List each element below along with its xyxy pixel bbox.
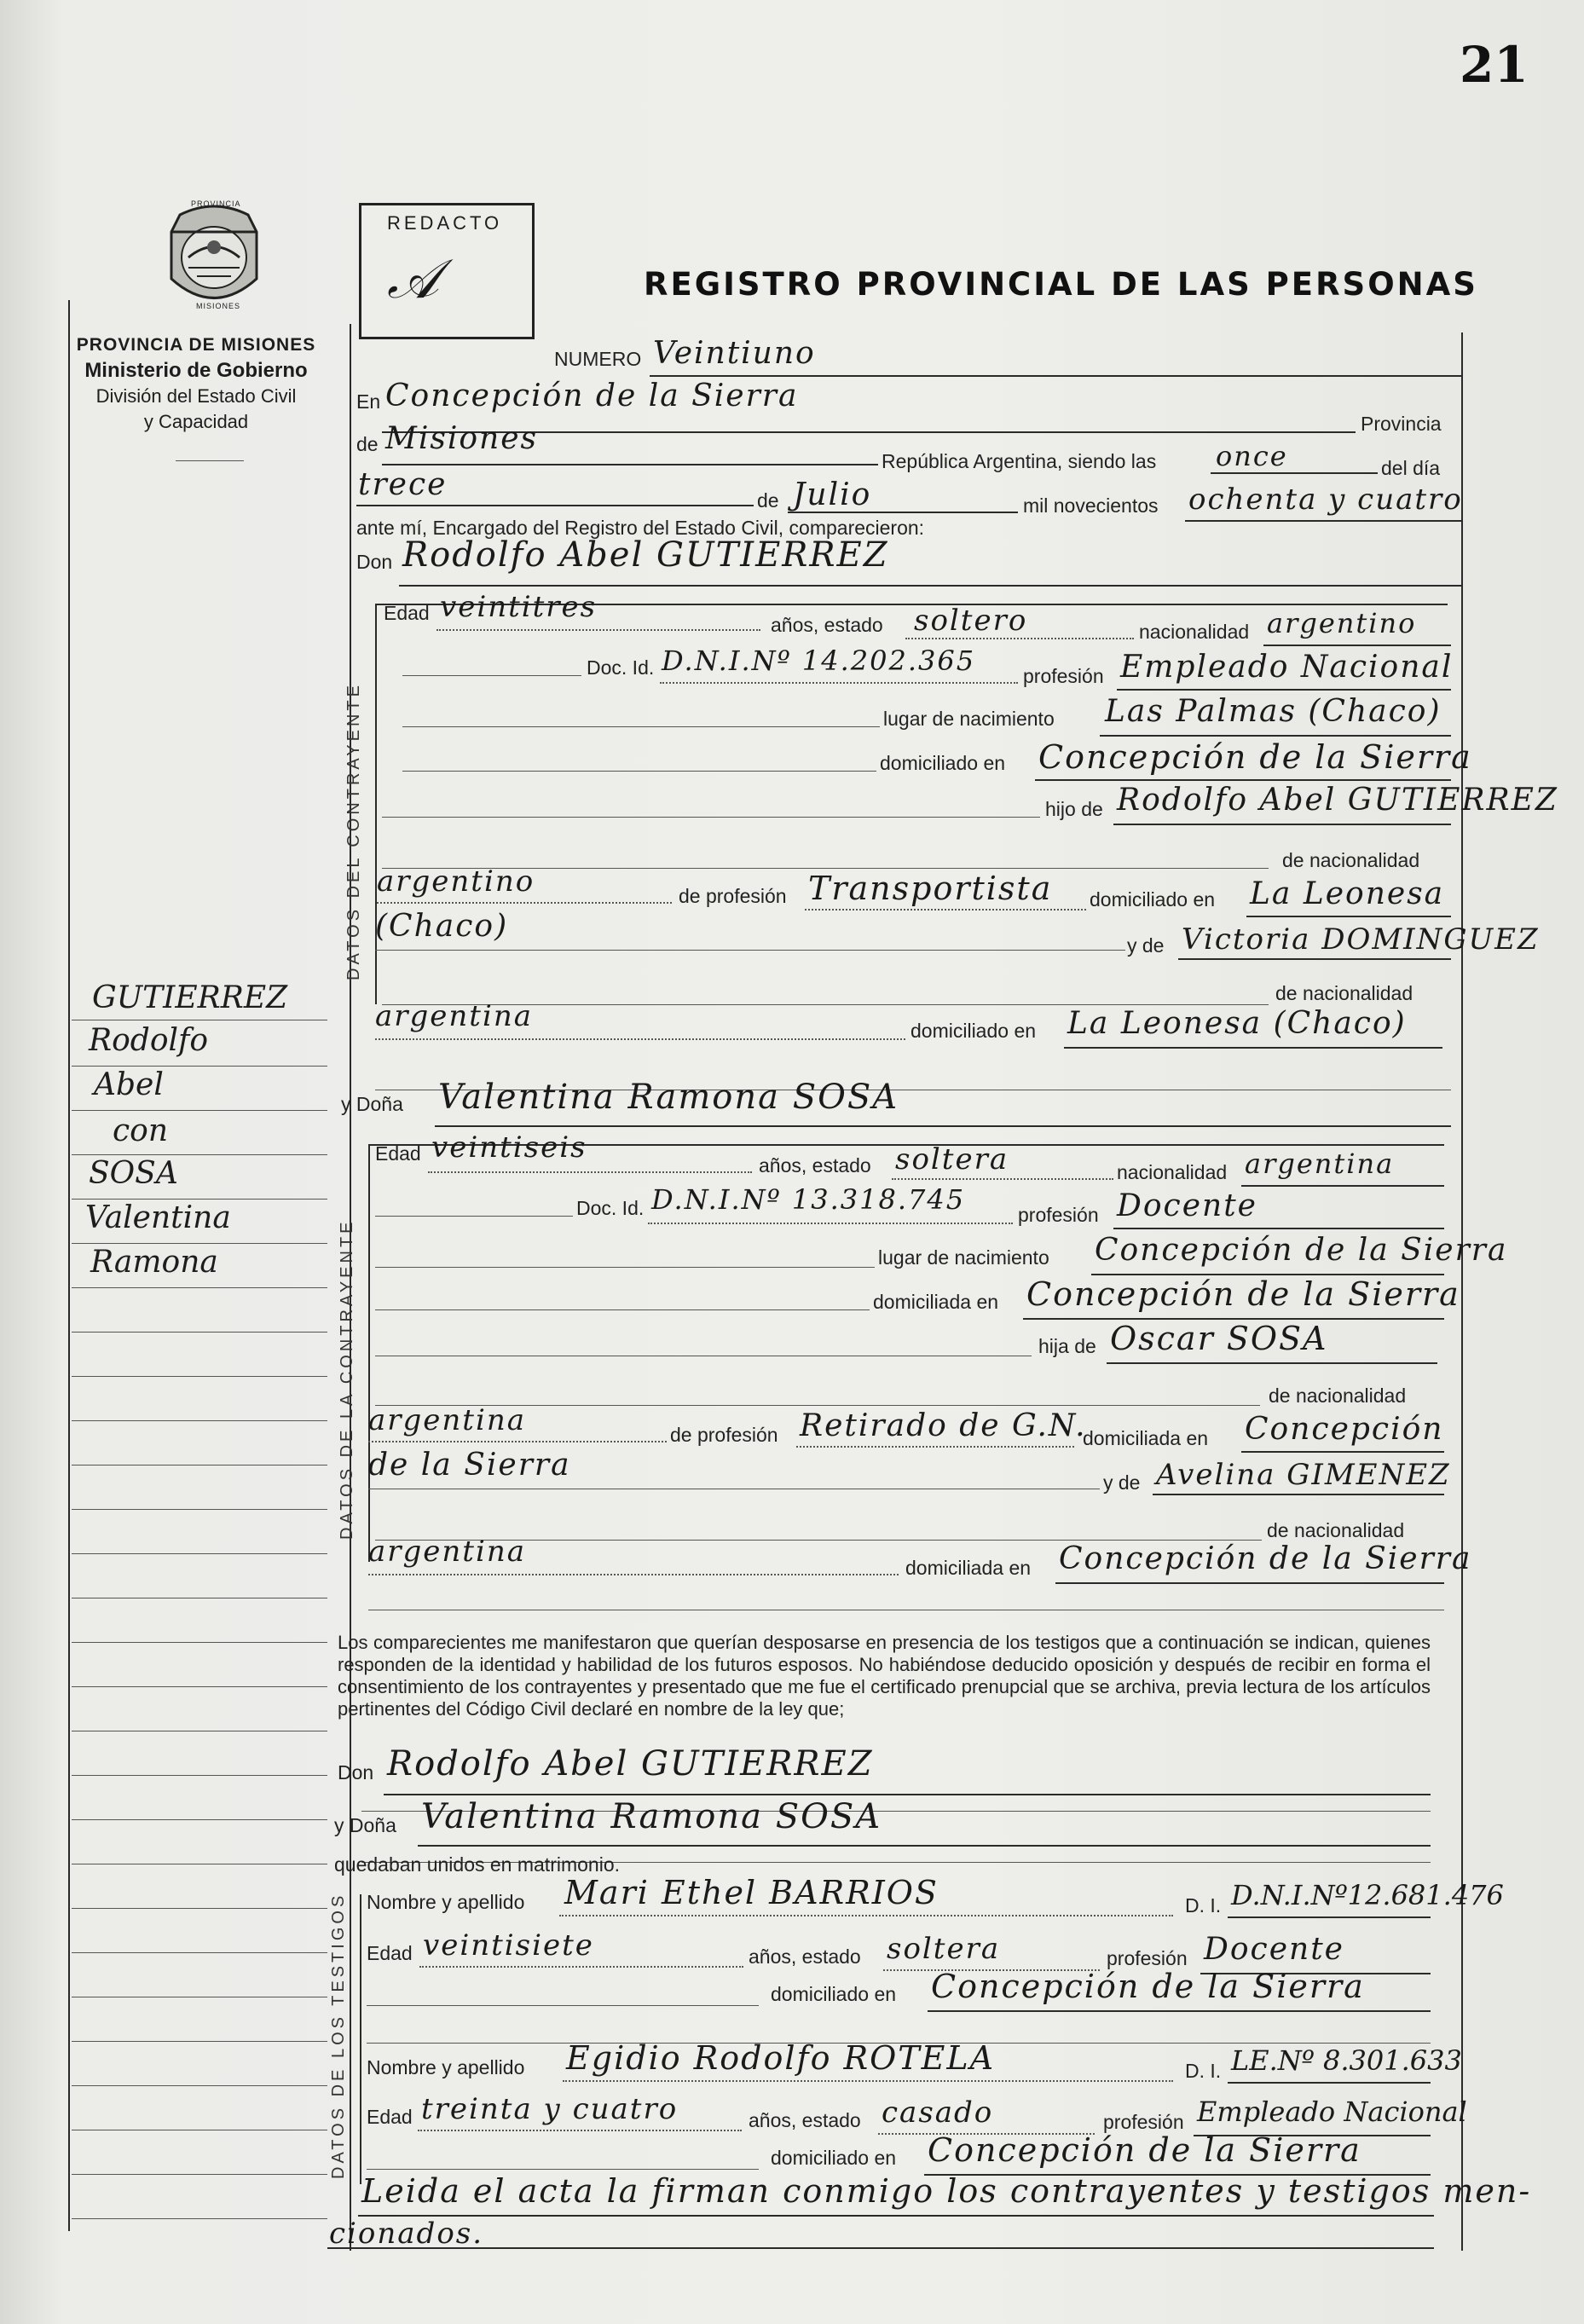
- groom-birthplace: Las Palmas (Chaco): [1105, 694, 1442, 729]
- w1-domicilio-label: domiciliado en: [771, 1983, 897, 2005]
- bride-mother-y-de-label: y de: [1103, 1471, 1141, 1494]
- line: [435, 1125, 1451, 1127]
- don-label: Don: [356, 551, 393, 573]
- redacto-stamp: [359, 203, 535, 339]
- groom-nationality: argentino: [1267, 607, 1417, 639]
- provincia-label: Provincia: [1361, 413, 1442, 435]
- bride-doc-label: Doc. Id.: [576, 1197, 645, 1219]
- republica-label: República Argentina, siendo las: [882, 450, 1157, 472]
- redacto-initials-signature: 𝒜: [387, 248, 441, 311]
- content-right-border: [1461, 332, 1463, 2251]
- groom-father-address-cont: (Chaco): [375, 909, 509, 944]
- province-value: Misiones: [385, 421, 539, 456]
- line: [72, 1465, 327, 1466]
- seal-top-text: PROVINCIA: [191, 199, 241, 208]
- line: [1211, 472, 1378, 474]
- bride-father-profession: Retirado de G.N.: [800, 1408, 1087, 1443]
- bride-birthplace: Concepción de la Sierra: [1095, 1233, 1508, 1268]
- bride-father-address: Concepción: [1245, 1412, 1444, 1447]
- line: [660, 682, 1018, 684]
- bride-father-name: Oscar SOSA: [1110, 1320, 1328, 1357]
- line: [1185, 520, 1461, 522]
- margin-note-name-4: Ramona: [90, 1245, 218, 1280]
- line: [377, 902, 672, 904]
- bride-lugar-label: lugar de nacimiento: [878, 1246, 1049, 1269]
- line: [72, 2085, 327, 2086]
- line: [796, 1446, 1074, 1448]
- groom-father-prof-label: de profesión: [679, 885, 787, 907]
- line: [368, 1144, 370, 1562]
- register-title: REGISTRO PROVINCIAL DE LAS PERSONAS: [644, 266, 1478, 303]
- bride-father-nationality: argentina: [368, 1403, 527, 1437]
- line: [375, 950, 1125, 951]
- w2-estado-label: años, estado: [749, 2109, 861, 2131]
- line: [805, 909, 1086, 911]
- line: [367, 2169, 759, 2170]
- line: [559, 1915, 1173, 1916]
- groom-mother-name: Victoria DOMINGUEZ: [1182, 922, 1540, 957]
- decl-groom-name: Rodolfo Abel GUTIERREZ: [387, 1744, 874, 1783]
- groom-estado-label: años, estado: [771, 614, 883, 636]
- groom-mother-address: La Leonesa (Chaco): [1067, 1006, 1407, 1041]
- province-name: PROVINCIA DE MISIONES: [76, 335, 316, 355]
- line: [72, 1553, 327, 1554]
- bride-profesion-label: profesión: [1018, 1204, 1099, 1226]
- w1-age: veintisiete: [423, 1928, 594, 1963]
- w1-profession: Docente: [1204, 1932, 1344, 1967]
- margin-note-surname-groom: GUTIERREZ: [92, 980, 288, 1015]
- numero-label: NUMERO: [554, 348, 642, 370]
- issuer-block: [51, 332, 341, 435]
- margin-note-name-3: Valentina: [85, 1200, 231, 1235]
- groom-doc-label: Doc. Id.: [587, 656, 655, 679]
- line: [1228, 1916, 1431, 1918]
- line: [72, 1376, 327, 1377]
- groom-father-nac-label: de nacionalidad: [1282, 849, 1420, 871]
- y-dona-label: y Doña: [341, 1093, 403, 1115]
- groom-address: Concepción de la Sierra: [1038, 738, 1472, 776]
- bride-father-prof-label: de profesión: [670, 1424, 778, 1446]
- year-value: ochenta y cuatro: [1188, 483, 1463, 517]
- w2-profession: Empleado Nacional: [1197, 2096, 1467, 2128]
- line: [375, 604, 377, 1004]
- redacto-label: REDACTO: [387, 212, 503, 234]
- bride-estado-label: años, estado: [759, 1154, 871, 1176]
- line: [563, 2080, 1173, 2082]
- w1-address: Concepción de la Sierra: [931, 1968, 1365, 2005]
- line: [418, 2130, 742, 2131]
- line: [1100, 735, 1451, 737]
- w1-estado-label: años, estado: [749, 1945, 861, 1968]
- divider: [176, 460, 244, 461]
- line: [418, 1845, 1431, 1847]
- line: [1117, 689, 1451, 691]
- provincial-seal: [159, 198, 269, 317]
- w2-doc: LE.Nº 8.301.633: [1231, 2044, 1462, 2077]
- line: [360, 1894, 361, 2184]
- decl-dona-label: y Doña: [334, 1814, 396, 1836]
- line: [1263, 645, 1451, 646]
- de-label: de: [356, 433, 379, 455]
- bride-nacionalidad-label: nacionalidad: [1117, 1161, 1228, 1183]
- groom-hijo-label: hijo de: [1045, 798, 1103, 820]
- line: [72, 1110, 327, 1111]
- line: [1055, 1582, 1444, 1584]
- groom-edad-label: Edad: [384, 602, 430, 624]
- closing-line-2: cionados.: [329, 2217, 484, 2251]
- line: [928, 2010, 1431, 2012]
- w2-address: Concepción de la Sierra: [928, 2131, 1361, 2169]
- line: [892, 1178, 1113, 1180]
- margin-note-surname-bride: SOSA: [89, 1156, 178, 1191]
- line: [72, 2041, 327, 2042]
- line: [650, 375, 1461, 377]
- w1-edad-label: Edad: [367, 1942, 413, 1964]
- mil-label: mil novecientos: [1023, 494, 1159, 517]
- line: [1113, 1228, 1444, 1229]
- groom-father-nationality: argentino: [377, 864, 535, 899]
- line: [72, 1199, 327, 1200]
- decl-don-label: Don: [338, 1761, 374, 1783]
- groom-mother-nationality: argentina: [375, 999, 534, 1033]
- margin-note-name-2: Abel: [94, 1067, 164, 1102]
- line: [72, 1686, 327, 1687]
- bride-domicilio-label: domiciliada en: [873, 1291, 999, 1313]
- groom-domicilio-label: domiciliado en: [880, 752, 1006, 774]
- bride-nationality: argentina: [1245, 1148, 1395, 1180]
- w2-profesion-label: profesión: [1103, 2111, 1184, 2133]
- line: [72, 2218, 327, 2219]
- w2-age: treinta y cuatro: [421, 2092, 679, 2126]
- bride-doc: D.N.I.Nº 13.318.745: [651, 1183, 966, 1216]
- w1-civil-status: soltera: [887, 1932, 1001, 1966]
- line: [72, 1775, 327, 1776]
- groom-civil-status: soltero: [914, 604, 1028, 638]
- w2-edad-label: Edad: [367, 2106, 413, 2128]
- declaration-paragraph: Los comparecientes me manifestaron que querían desposarse en presencia de los testigos que a continuación se indican, quienes responden de la identidad y habilidad de los futuros esposos. No habiéndose deducido oposición y después de recibir en forma el consentimiento de los contrayentes y presentado que me fue el certificado prenupcial que se archiva, previa lectura de los artículos pertinentes del Código Civil declaré en nombre de la ley que;: [338, 1632, 1431, 1720]
- margin-note-con: con: [113, 1113, 169, 1148]
- line: [648, 1223, 1013, 1224]
- line: [1113, 824, 1451, 825]
- line: [375, 1038, 905, 1040]
- line: [367, 2005, 759, 2006]
- line: [72, 1908, 327, 1909]
- line: [402, 726, 880, 727]
- line: [428, 1171, 752, 1173]
- groom-father-dom-label: domiciliado en: [1090, 888, 1216, 911]
- w2-name: Egidio Rodolfo ROTELA: [566, 2039, 996, 2077]
- line: [402, 675, 581, 676]
- del-dia-label: del día: [1381, 457, 1441, 479]
- day-value: trece: [358, 467, 448, 502]
- line: [382, 464, 878, 465]
- line: [72, 1332, 327, 1333]
- line: [368, 1441, 667, 1442]
- quedaban-text: quedaban unidos en matrimonio.: [334, 1853, 621, 1876]
- line: [419, 1966, 743, 1968]
- de-month-label: de: [757, 489, 779, 512]
- line: [1107, 1362, 1437, 1364]
- bride-address: Concepción de la Sierra: [1026, 1275, 1460, 1313]
- line: [1228, 2082, 1431, 2084]
- line: [1246, 916, 1451, 917]
- groom-mother-dom-label: domiciliado en: [911, 1020, 1037, 1042]
- line: [788, 512, 1018, 513]
- decl-bride-name: Valentina Ramona SOSA: [421, 1797, 882, 1836]
- line: [358, 2215, 1434, 2217]
- capacity-name: y Capacidad: [143, 411, 249, 432]
- closing-line-1: Leida el acta la firman conmigo los contrayentes y testigos men-: [361, 2172, 1532, 2210]
- line: [384, 1794, 1431, 1795]
- groom-father-profession: Transportista: [808, 870, 1053, 907]
- line: [382, 817, 1040, 818]
- groom-mother-nac-label: de nacionalidad: [1275, 982, 1413, 1004]
- w1-nombre-label: Nombre y apellido: [367, 1891, 525, 1913]
- line: [72, 1287, 327, 1288]
- w1-di-label: D. I.: [1185, 1894, 1222, 1916]
- line: [402, 771, 876, 772]
- line: [72, 1243, 327, 1244]
- line: [375, 1309, 870, 1310]
- groom-profession: Empleado Nacional: [1120, 650, 1454, 685]
- groom-age: veintitres: [440, 590, 598, 624]
- groom-name: Rodolfo Abel GUTIERREZ: [402, 535, 889, 575]
- hour-value: once: [1216, 440, 1288, 472]
- section-label-bride: DATOS DE LA CONTRAYENTE: [338, 1218, 356, 1540]
- w2-nombre-label: Nombre y apellido: [367, 2056, 525, 2078]
- line: [1178, 958, 1451, 960]
- groom-doc: D.N.I.Nº 14.202.365: [662, 645, 976, 677]
- bride-age: veintiseis: [431, 1130, 587, 1165]
- w1-profesion-label: profesión: [1107, 1947, 1188, 1969]
- groom-mother-y-de-label: y de: [1127, 934, 1165, 957]
- bride-edad-label: Edad: [375, 1142, 421, 1165]
- line: [1241, 1451, 1444, 1453]
- en-label: En: [356, 390, 381, 413]
- bride-mother-address: Concepción de la Sierra: [1059, 1541, 1472, 1576]
- margin-note-name-1: Rodolfo: [89, 1023, 209, 1058]
- line: [375, 1216, 573, 1217]
- left-border: [68, 300, 70, 2231]
- line: [72, 2174, 327, 2175]
- section-label-witnesses: DATOS DE LOS TESTIGOS: [329, 1892, 348, 2179]
- bride-mother-dom-label: domiciliada en: [905, 1557, 1032, 1579]
- line: [905, 638, 1134, 639]
- line: [72, 1420, 327, 1421]
- line: [1153, 1494, 1444, 1495]
- bride-name: Valentina Ramona SOSA: [438, 1078, 899, 1117]
- bride-profession: Docente: [1117, 1188, 1257, 1223]
- bride-mother-nac-label: de nacionalidad: [1267, 1519, 1405, 1541]
- bride-father-address-cont: de la Sierra: [368, 1448, 571, 1483]
- line: [72, 1952, 327, 1953]
- groom-father-address: La Leonesa: [1250, 876, 1445, 911]
- line: [399, 585, 1461, 587]
- line: [72, 1154, 327, 1155]
- ministry-name: Ministerio de Gobierno: [84, 359, 308, 382]
- line: [1241, 1185, 1444, 1187]
- section-label-groom: DATOS DEL CONTRAYENTE: [344, 682, 363, 980]
- division-name: División del Estado Civil: [95, 385, 297, 407]
- line: [72, 1509, 327, 1510]
- page-number: 21: [1460, 36, 1529, 94]
- line: [72, 1819, 327, 1820]
- w1-doc: D.N.I.Nº12.681.476: [1231, 1879, 1504, 1911]
- numero-value: Veintiuno: [653, 336, 816, 371]
- groom-lugar-label: lugar de nacimiento: [883, 708, 1055, 730]
- w2-civil-status: casado: [882, 2096, 994, 2130]
- w1-name: Mari Ethel BARRIOS: [564, 1874, 939, 1911]
- line: [368, 1574, 899, 1575]
- w2-domicilio-label: domiciliado en: [771, 2147, 897, 2169]
- line: [327, 2247, 1434, 2249]
- line: [1035, 779, 1451, 781]
- groom-profesion-label: profesión: [1023, 665, 1104, 687]
- groom-nacionalidad-label: nacionalidad: [1139, 621, 1250, 643]
- bride-mother-nationality: argentina: [368, 1535, 527, 1569]
- w2-di-label: D. I.: [1185, 2060, 1222, 2082]
- bride-father-nac-label: de nacionalidad: [1269, 1385, 1407, 1407]
- place-value: Concepción de la Sierra: [385, 379, 799, 413]
- bride-civil-status: soltera: [895, 1142, 1009, 1176]
- bride-mother-name: Avelina GIMENEZ: [1156, 1458, 1451, 1492]
- bride-father-dom-label: domiciliada en: [1083, 1427, 1209, 1449]
- line: [72, 1642, 327, 1643]
- line: [1064, 1047, 1442, 1049]
- bride-hija-label: hija de: [1038, 1335, 1096, 1357]
- seal-bottom-text: MISIONES: [196, 302, 241, 310]
- line: [72, 1066, 327, 1067]
- line: [436, 629, 760, 631]
- line: [356, 505, 754, 506]
- ante-text: ante mí, Encargado del Registro del Estado Civil, comparecieron:: [356, 517, 925, 539]
- month-value: Julio: [793, 477, 872, 512]
- groom-father-name: Rodolfo Abel GUTIERREZ: [1117, 783, 1558, 818]
- line: [375, 1267, 875, 1268]
